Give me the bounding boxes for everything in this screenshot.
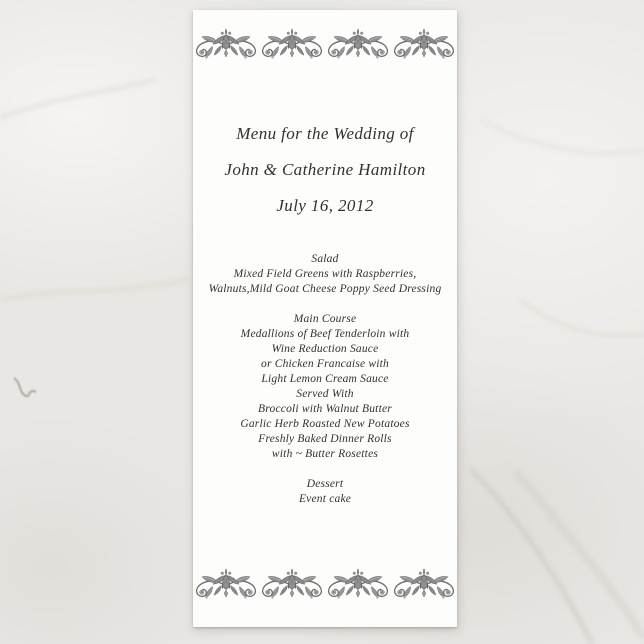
menu-line: or Chicken Francaise with — [261, 358, 389, 370]
menu-line: Dessert — [306, 478, 344, 490]
menu-title-line: John & Catherine Hamilton — [224, 160, 426, 179]
menu-line: Mixed Field Greens with Raspberries, — [233, 268, 417, 280]
floral-scroll-border-top — [193, 26, 457, 70]
menu-line: Broccoli with Walnut Butter — [258, 403, 392, 415]
menu-line: Wine Reduction Sauce — [271, 343, 379, 355]
floral-scroll-border-bottom — [193, 566, 457, 610]
menu-line: Walnuts,Mild Goat Cheese Poppy Seed Dressing — [208, 283, 442, 295]
menu-title-line: July 16, 2012 — [276, 196, 374, 215]
menu-line: Medallions of Beef Tenderloin with — [240, 328, 410, 340]
menu-title — [193, 116, 457, 224]
menu-title-line: Menu for the Wedding of — [236, 124, 414, 143]
menu-section-dessert — [193, 477, 457, 507]
menu-line: Event cake — [298, 493, 352, 505]
menu-line: with ~ Butter Rosettes — [271, 448, 379, 460]
menu-line: Main Course — [293, 313, 357, 325]
menu-line: Served With — [296, 388, 354, 400]
menu-line: Salad — [311, 253, 339, 265]
menu-section-main-course — [193, 312, 457, 462]
menu-section-salad — [193, 252, 457, 297]
menu-line: Garlic Herb Roasted New Potatoes — [240, 418, 410, 430]
menu-body — [193, 252, 457, 507]
menu-line: Freshly Baked Dinner Rolls — [258, 433, 392, 445]
menu-line: Light Lemon Cream Sauce — [261, 373, 389, 385]
wedding-menu-card — [193, 10, 457, 627]
